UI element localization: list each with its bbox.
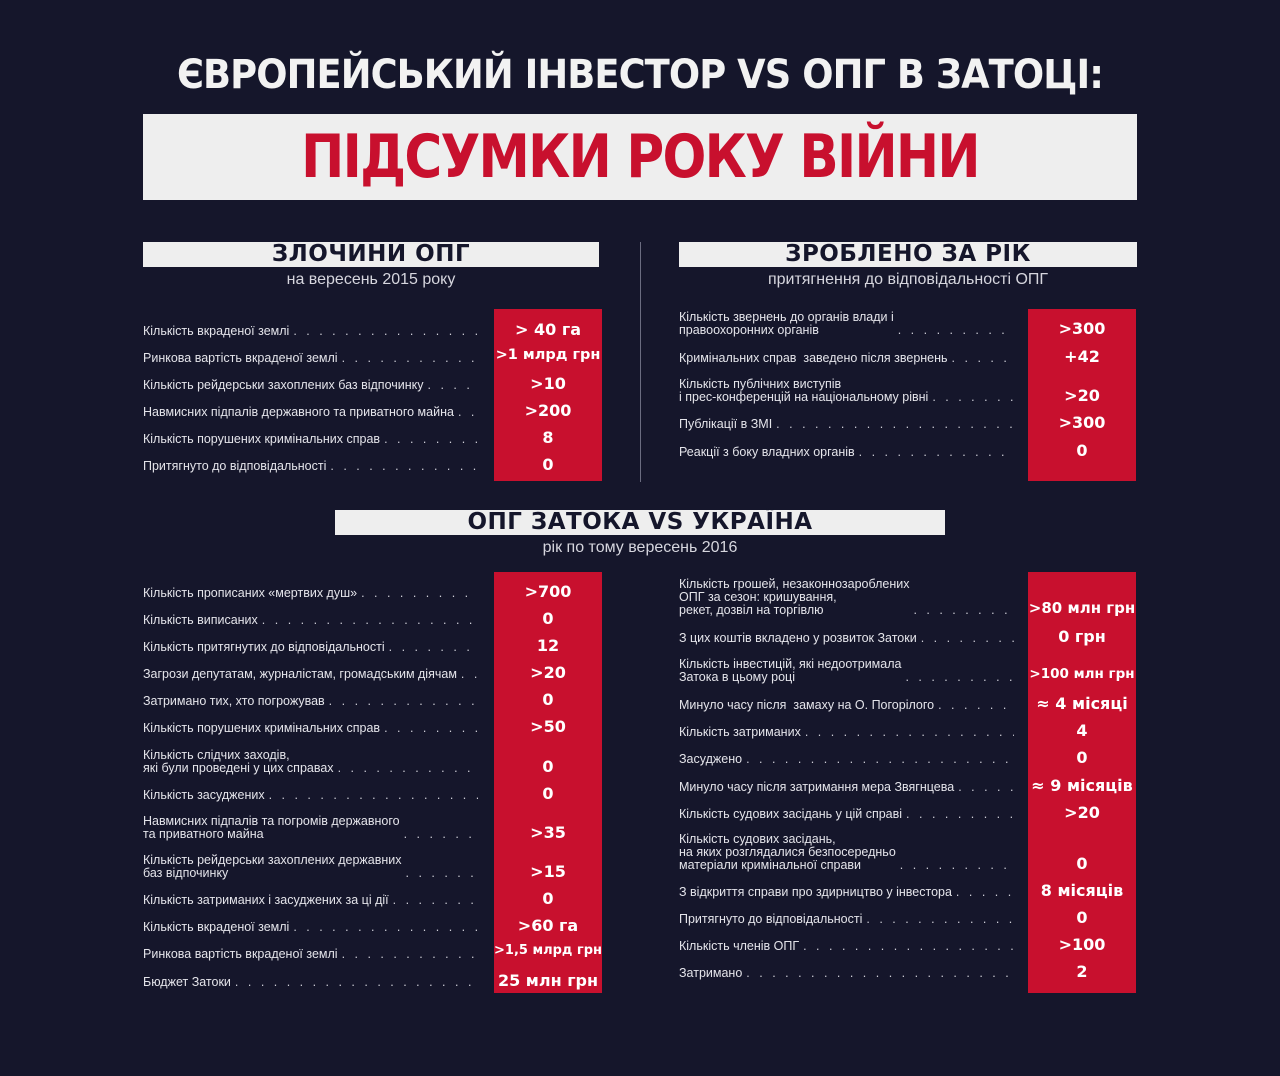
vs-left-row [143,614,478,627]
vs-left-row [143,854,478,880]
done-row [679,446,1014,459]
row-label: Кількість порушених кримінальних справ [143,432,381,446]
crimes-row [143,433,478,446]
vs-right-row [679,913,1014,926]
crimes-row [143,325,478,338]
section-crimes-subtitle: на вересень 2015 року [286,271,456,288]
row-value: >1,5 млрд грн [494,943,603,958]
row-label: Навмисних підпалів та погромів державного та приватного майна [143,814,400,841]
row-label: Ринкова вартість вкраденої землі [143,351,338,365]
section-crimes-title: ЗЛОЧИНИ ОПГ [271,241,471,267]
vs-right-row [679,753,1014,766]
section-crimes-header [143,242,599,267]
row-value: >50 [530,717,566,736]
dot-leader [952,352,1014,365]
row-value: >10 [530,374,566,393]
row-label: Кількість рейдерськи захоплених державних баз відпочинку [143,853,402,880]
vs-left-row [143,749,478,775]
row-value: >200 [524,401,572,420]
section-vs-header [335,510,945,535]
row-value: 0 [542,609,554,628]
dot-leader [921,632,1014,645]
dot-leader [384,433,478,446]
dot-leader [389,641,478,654]
row-label: Кількість слідчих заходів, які були проведені у цих справах [143,748,334,775]
section-done-subtitle: притягнення до відповідальності ОПГ [767,271,1049,288]
dot-leader [262,614,478,627]
row-value: >1 млрд грн [495,347,601,363]
row-label: Затримано [679,966,743,980]
row-label: Затримано тих, хто погрожував [143,694,325,708]
done-row [679,378,1014,404]
row-value: 2 [1076,962,1088,981]
vs-left-row [143,921,478,934]
row-value: 0 [1076,908,1088,927]
subtitle-banner [143,114,1137,200]
vs-left-row [143,815,478,841]
row-value: >60 га [517,916,579,935]
row-value: 12 [536,636,560,655]
dot-leader [329,695,478,708]
row-value: 0 [1076,748,1088,767]
dot-leader [859,446,1014,459]
row-label: Кількість порушених кримінальних справ [143,721,381,735]
dot-leader [803,940,1014,953]
dot-leader [938,699,1014,712]
dot-leader [461,668,478,681]
row-label: Засуджено [679,752,743,766]
dot-leader [235,976,478,989]
section-vs-title: ОПГ ЗАТОКА VS УКРАЇНА [467,509,813,535]
row-value: 0 [542,757,554,776]
row-label: З цих коштів вкладено у розвиток Затоки [679,631,917,645]
dot-leader [393,894,478,907]
dot-leader [932,391,1014,404]
row-label: Загрози депутатам, журналістам, громадським діячам [143,667,457,681]
row-value: 25 млн грн [497,971,599,990]
row-value: >300 [1058,319,1106,338]
vs-right-row [679,940,1014,953]
row-value: >20 [1064,803,1100,822]
vs-left-row [143,668,478,681]
row-value: > 40 га [515,320,581,339]
dot-leader [342,948,478,961]
vs-right-row [679,967,1014,980]
dot-leader [906,808,1014,821]
row-label: Кількість вкраденої землі [143,920,290,934]
row-value: >80 млн грн [1028,599,1136,617]
done-row [679,311,1014,337]
row-label: Кількість засуджених [143,788,265,802]
dot-leader [458,406,478,419]
row-label: Кількість затриманих і засуджених за ці дії [143,893,389,907]
row-label: Кількість публічних виступів і прес-конференцій на національному рівні [679,377,929,404]
row-value: >100 млн грн [1029,666,1135,682]
row-value: 8 місяців [1040,881,1124,900]
crimes-row [143,379,478,392]
dot-leader [428,379,478,392]
dot-leader [866,913,1014,926]
row-label: Публікації в ЗМІ [679,417,773,431]
crimes-row [143,406,478,419]
dot-leader [905,671,1014,684]
row-label: Кількість інвестицій, які недоотримала Затока в цьому році [679,657,902,684]
row-value: ≈ 9 місяців [1031,776,1133,795]
row-label: Кількість рейдерськи захоплених баз відпочинку [143,378,424,392]
vs-left-row [143,948,478,961]
row-value: >20 [1064,386,1100,405]
row-label: Навмисних підпалів державного та приватного майна [143,405,454,419]
dot-leader [330,460,478,473]
dot-leader [898,324,1014,337]
row-label: Кримінальних справ заведено після звернень [679,351,948,365]
row-value: >300 [1058,413,1106,432]
vs-right-row [679,833,1014,872]
dot-leader [404,828,478,841]
section-vs-subtitle: рік по тому вересень 2016 [542,539,738,556]
row-label: Кількість вкраденої землі [143,324,290,338]
dot-leader [269,789,478,802]
main-title: ЄВРОПЕЙСЬКИЙ ІНВЕСТОР VS ОПГ В ЗАТОЦІ: [176,52,1104,98]
dot-leader [338,762,478,775]
row-label: Кількість членів ОПГ [679,939,800,953]
row-label: Притягнуто до відповідальності [679,912,863,926]
row-label: Минуло часу після замаху на О. Погорілого [679,698,935,712]
row-label: З відкриття справи про здирництво у інвестора [679,885,952,899]
row-value: 8 [542,428,554,447]
row-value: 0 [542,690,554,709]
row-label: Кількість виписаних [143,613,258,627]
vs-left-row [143,587,478,600]
vs-right-row [679,632,1014,645]
row-value: 4 [1076,721,1088,740]
dot-leader [776,418,1014,431]
vs-left-row [143,722,478,735]
dot-leader [384,722,478,735]
dot-leader [900,859,1014,872]
dot-leader [293,325,478,338]
dot-leader [406,867,479,880]
vs-left-row [143,641,478,654]
crimes-row [143,460,478,473]
column-divider [640,242,641,482]
vs-left-row [143,695,478,708]
vs-right-row [679,658,1014,684]
row-value: ≈ 4 місяці [1036,694,1128,713]
vs-left-row [143,789,478,802]
dot-leader [746,967,1014,980]
row-value: >35 [530,823,566,842]
row-value: >100 [1058,935,1106,954]
row-value: 0 [542,784,554,803]
row-label: Кількість судових засідань, на яких розглядалися безпосередньо матеріали кримінальної справи [679,832,896,872]
row-value: 0 [1076,854,1088,873]
dot-leader [958,781,1014,794]
vs-right-row [679,578,1014,617]
dot-leader [913,604,1014,617]
crimes-row [143,352,478,365]
row-label: Бюджет Затоки [143,975,231,989]
vs-right-row [679,699,1014,712]
row-value: 0 [542,889,554,908]
row-value: >700 [524,582,572,601]
vs-left-row [143,894,478,907]
dot-leader [342,352,478,365]
row-value: >20 [530,663,566,682]
vs-left-row [143,976,478,989]
row-label: Реакції з боку владних органів [679,445,855,459]
section-done-title: ЗРОБЛЕНО ЗА РІК [785,241,1031,267]
dot-leader [805,726,1014,739]
vs-right-row [679,808,1014,821]
row-label: Ринкова вартість вкраденої землі [143,947,338,961]
subtitle: ПІДСУМКИ РОКУ ВІЙНИ [301,122,979,192]
done-row [679,418,1014,431]
row-label: Минуло часу після затримання мера Звягнцева [679,780,955,794]
vs-right-row [679,781,1014,794]
dot-leader [293,921,478,934]
row-label: Кількість затриманих [679,725,801,739]
row-label: Притягнуто до відповідальності [143,459,327,473]
row-value: 0 [542,455,554,474]
done-row [679,352,1014,365]
dot-leader [956,886,1014,899]
row-label: Кількість грошей, незаконнозароблених ОПГ за сезон: кришування, рекет, дозвіл на торгівлю [679,577,910,617]
row-value: >15 [530,862,566,881]
row-label: Кількість притягнутих до відповідальності [143,640,385,654]
vs-right-row [679,886,1014,899]
row-label: Кількість прописаних «мертвих душ» [143,586,358,600]
row-value: 0 грн [1058,627,1106,646]
row-value: +42 [1064,347,1100,366]
row-value: 0 [1076,441,1088,460]
dot-leader [746,753,1014,766]
row-label: Кількість звернень до органів влади і правоохоронних органів [679,310,894,337]
row-label: Кількість судових засідань у цій справі [679,807,903,821]
section-done-header [679,242,1137,267]
vs-right-row [679,726,1014,739]
dot-leader [361,587,478,600]
